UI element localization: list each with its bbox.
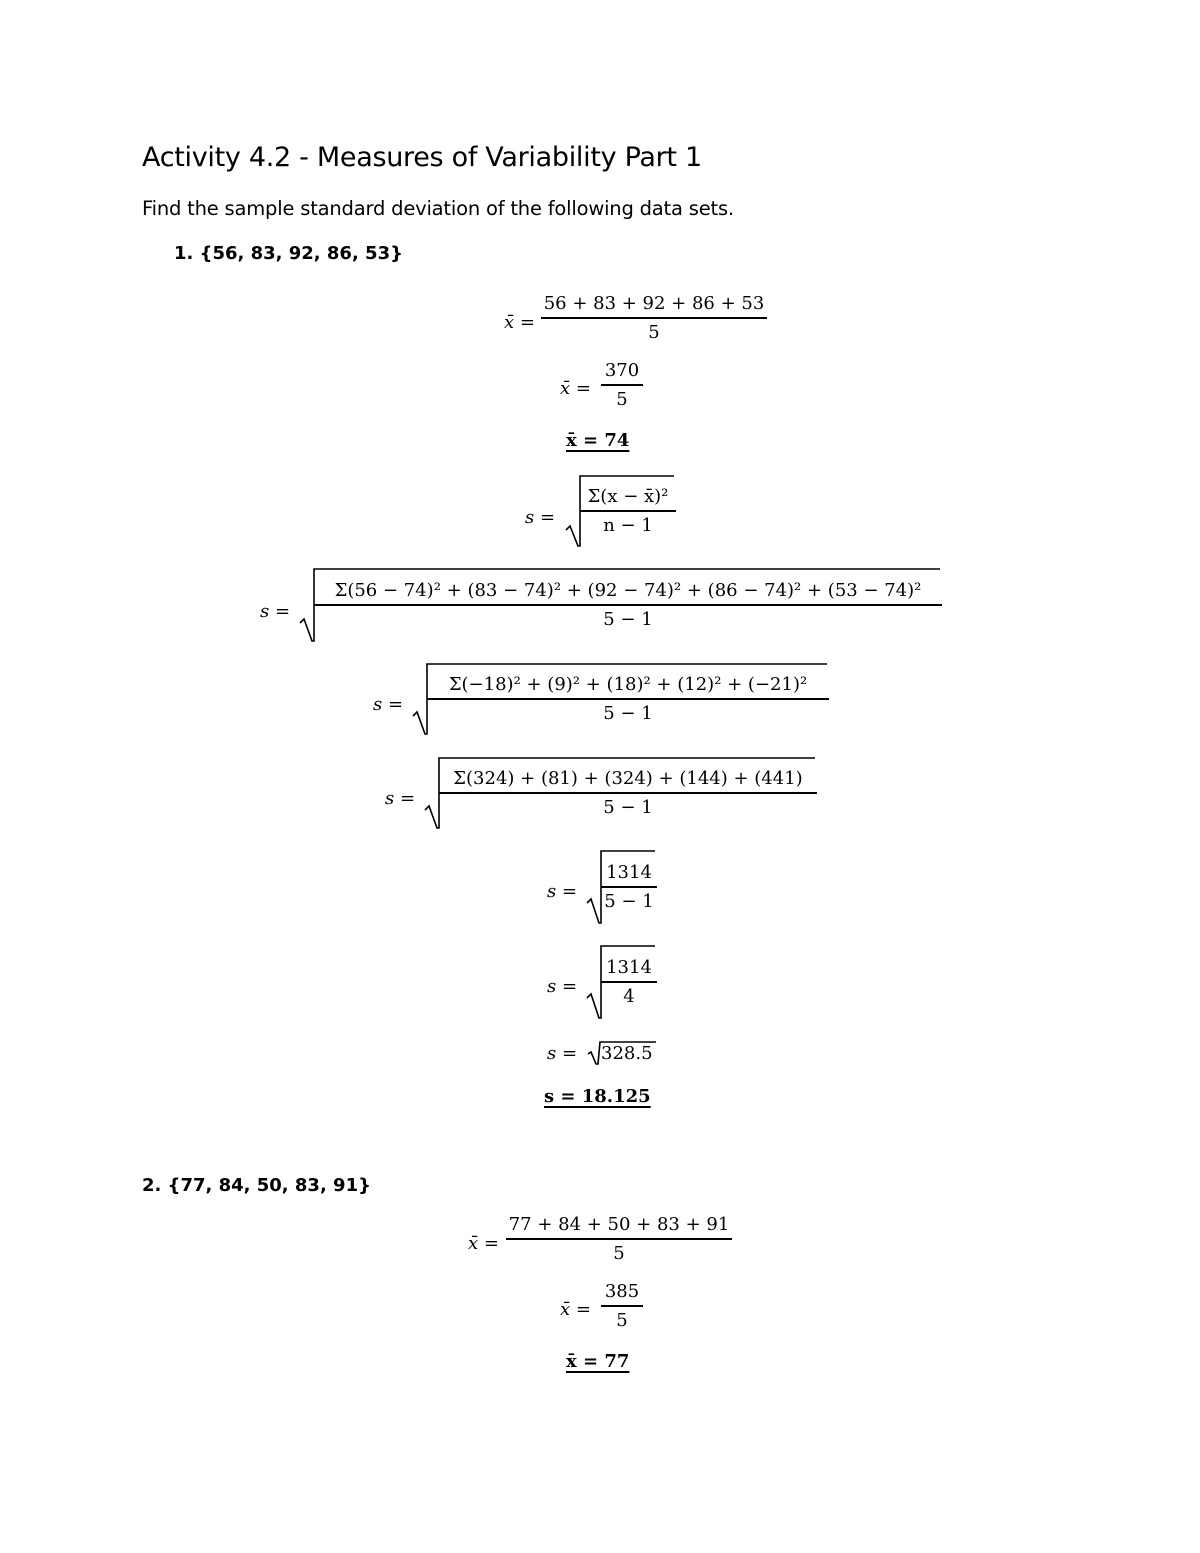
p2-sum-numerator: 385	[601, 1281, 643, 1307]
problem-1-heading: 1. {56, 83, 92, 86, 53}	[174, 243, 403, 264]
p1-step3-numerator: Σ(324) + (81) + (324) + (144) + (441)	[439, 768, 817, 794]
p1-mean-numerator: 56 + 83 + 92 + 86 + 53	[541, 293, 767, 319]
p1-sum-lhs: x̄ =	[560, 378, 591, 399]
p2-mean-lhs: x̄ =	[468, 1233, 499, 1254]
p2-mean-numerator: 77 + 84 + 50 + 83 + 91	[506, 1214, 732, 1240]
p1-step2-numerator: Σ(−18)² + (9)² + (18)² + (12)² + (−21)²	[427, 674, 829, 700]
p1-s-formula-lhs: s =	[525, 507, 556, 528]
p1-mean-result: x̄ = 74	[566, 430, 630, 451]
p1-step2-denominator: 5 − 1	[603, 703, 653, 724]
p1-mean-fraction	[541, 293, 767, 343]
p1-mean-denominator: 5	[648, 322, 660, 343]
p1-step4-fraction	[601, 862, 657, 912]
p1-step5-fraction	[601, 957, 657, 1007]
page-title: Activity 4.2 - Measures of Variability Part 1	[142, 142, 702, 173]
p1-step6-lhs: s =	[547, 1043, 578, 1064]
p1-step3-fraction	[439, 768, 817, 818]
p1-step5-lhs: s =	[547, 976, 578, 997]
p2-sum-denominator: 5	[616, 1310, 628, 1331]
p1-step3-denominator: 5 − 1	[603, 797, 653, 818]
p1-step6-radicand: 328.5	[601, 1043, 653, 1064]
p1-s-formula-numerator: Σ(x − x̄)²	[580, 486, 676, 512]
p1-step1-fraction	[314, 580, 942, 630]
problem-2-heading: 2. {77, 84, 50, 83, 91}	[142, 1175, 371, 1196]
p1-s-formula-denominator: n − 1	[603, 515, 653, 536]
p1-final-result: s = 18.125	[544, 1086, 651, 1107]
p1-step2-lhs: s =	[373, 694, 404, 715]
p1-step1-lhs: s =	[260, 601, 291, 622]
p1-mean-lhs: x̄ =	[504, 312, 535, 333]
p2-mean-denominator: 5	[613, 1243, 625, 1264]
p1-step2-fraction	[427, 674, 829, 724]
p1-sum-denominator: 5	[616, 389, 628, 410]
p1-step3-lhs: s =	[385, 788, 416, 809]
p1-step5-numerator: 1314	[601, 957, 657, 983]
p1-step4-denominator: 5 − 1	[604, 891, 654, 912]
p1-step4-numerator: 1314	[601, 862, 657, 888]
p1-step5-denominator: 4	[623, 986, 635, 1007]
p2-mean-fraction	[506, 1214, 732, 1264]
p2-sum-lhs: x̄ =	[560, 1299, 591, 1320]
p1-s-formula-fraction	[580, 486, 676, 536]
p1-step4-lhs: s =	[547, 881, 578, 902]
p2-sum-fraction	[601, 1281, 643, 1331]
p1-sum-fraction	[601, 360, 643, 410]
p1-step1-denominator: 5 − 1	[603, 609, 653, 630]
p2-mean-result: x̄ = 77	[566, 1351, 630, 1372]
instructions: Find the sample standard deviation of the following data sets.	[142, 197, 734, 220]
p1-sum-numerator: 370	[601, 360, 643, 386]
p1-step1-numerator: Σ(56 − 74)² + (83 − 74)² + (92 − 74)² + (86 − 74)² + (53 − 74)²	[314, 580, 942, 606]
